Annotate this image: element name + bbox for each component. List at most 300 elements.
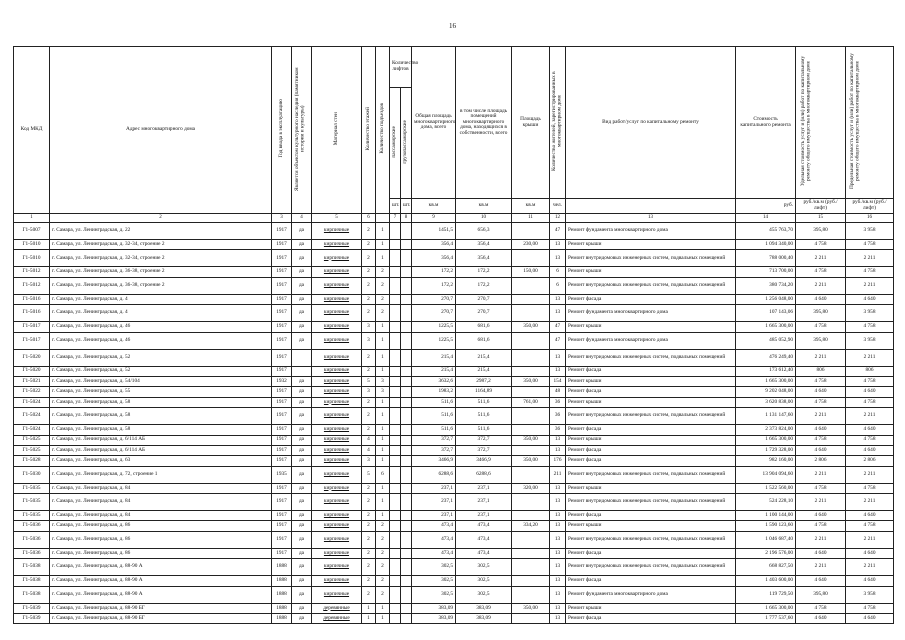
cell-heritage: да	[292, 603, 312, 613]
cell-unit-cost: 806	[796, 366, 846, 376]
cell-unit-cost: 2 211	[796, 277, 846, 294]
cell-code: Г1-5021	[14, 376, 50, 386]
table-body	[14, 223, 894, 624]
table-row	[14, 483, 894, 493]
cell-lifts-freight	[401, 586, 412, 603]
unit-roof-area: кв.м	[512, 199, 550, 214]
header-area-owned: в том числе площадь помещений многоквартирного дома, находящихся в собственности, всего	[456, 47, 512, 199]
cell-address: г. Самара, ул. Ленинградская, д. 72, строение 1	[50, 466, 272, 483]
cell-work-type: Ремонт внутридомовых инженерных систем, подвальных помещений	[566, 559, 736, 576]
cell-floors: 2	[362, 305, 376, 322]
header-entrances: Количество подъездов	[378, 103, 385, 154]
cell-address: г. Самара, ул. Ленинградская, д. 88-90 БГ	[50, 614, 272, 624]
table-row	[14, 322, 894, 332]
cell-work-type: Ремонт внутридомовых инженерных систем, подвальных помещений	[566, 466, 736, 483]
cell-unit-cost: 395,80	[796, 332, 846, 349]
cell-cost: 713 700,00	[736, 267, 796, 277]
cell-lifts-passenger	[390, 294, 401, 304]
cell-heritage	[292, 349, 312, 366]
cell-area-total: 356,4	[412, 240, 456, 250]
cell-residents: 6	[550, 277, 566, 294]
cell-roof-area	[512, 332, 550, 349]
cell-roof-area: 350,00	[512, 435, 550, 445]
table-row	[14, 267, 894, 277]
cell-area-owned: 511,6	[456, 397, 512, 407]
cell-cost: 1 403 600,00	[736, 576, 796, 586]
cell-lifts-passenger	[390, 277, 401, 294]
cell-cost: 1 100 144,00	[736, 511, 796, 521]
cell-residents: 6	[550, 267, 566, 277]
cell-roof-area	[512, 305, 550, 322]
cell-work-type: Ремонт внутридомовых инженерных систем, подвальных помещений	[566, 531, 736, 548]
cell-lifts-passenger	[390, 466, 401, 483]
cell-work-type: Ремонт фасада	[566, 511, 736, 521]
cell-area-total: 302,5	[412, 586, 456, 603]
cell-work-type: Ремонт крыши	[566, 521, 736, 531]
cell-wall-material: деревянные	[312, 614, 362, 624]
cell-residents: 176	[550, 456, 566, 466]
cell-address: г. Самара, ул. Ленинградская, д. 4	[50, 294, 272, 304]
cell-area-owned: 237,1	[456, 483, 512, 493]
cell-code: Г1-5007	[14, 223, 50, 240]
unit-unit-cost: руб./кв.м (руб./лифт)	[796, 199, 846, 214]
cell-code: Г1-5035	[14, 511, 50, 521]
cell-lifts-freight	[401, 511, 412, 521]
cell-address: г. Самара, ул. Ленинградская, д. 63	[50, 456, 272, 466]
cell-floors: 2	[362, 531, 376, 548]
cell-year: 1917	[272, 397, 292, 407]
cell-area-owned: 656,3	[456, 223, 512, 240]
cell-area-total: 473,4	[412, 521, 456, 531]
cell-floors: 2	[362, 494, 376, 511]
table-row	[14, 521, 894, 531]
cell-residents: 13	[550, 240, 566, 250]
cell-entrances: 2	[376, 559, 390, 576]
cell-roof-area	[512, 387, 550, 397]
cell-floors: 2	[362, 267, 376, 277]
cell-roof-area	[512, 250, 550, 267]
cell-unit-cost: 4 640	[796, 548, 846, 558]
cell-year: 1917	[272, 223, 292, 240]
cell-address: г. Самара, ул. Ленинградская, д. 58	[50, 408, 272, 425]
cell-max-cost: 4 758	[846, 483, 894, 493]
cell-unit-cost: 4 640	[796, 387, 846, 397]
cell-year: 1917	[272, 408, 292, 425]
cell-roof-area	[512, 349, 550, 366]
cell-floors: 2	[362, 521, 376, 531]
repair-table	[13, 46, 894, 624]
header-lifts-passenger: пассажирские	[391, 125, 398, 158]
cell-code: Г1-5022	[14, 387, 50, 397]
cell-address: г. Самара, ул. Ленинградская, д. 86	[50, 548, 272, 558]
cell-max-cost: 3 958	[846, 332, 894, 349]
cell-max-cost: 2 211	[846, 531, 894, 548]
cell-residents: 13	[550, 576, 566, 586]
cell-residents: 13	[550, 250, 566, 267]
cell-residents: 47	[550, 332, 566, 349]
cell-work-type: Ремонт фасада	[566, 614, 736, 624]
cell-cost: 1 777 537,60	[736, 614, 796, 624]
cell-heritage: да	[292, 277, 312, 294]
cell-address: г. Самара, ул. Ленинградская, д. 84	[50, 494, 272, 511]
cell-max-cost: 2 211	[846, 466, 894, 483]
cell-max-cost: 4 758	[846, 240, 894, 250]
cell-heritage: да	[292, 521, 312, 531]
cell-code: Г1-5017	[14, 332, 50, 349]
cell-year: 1917	[272, 548, 292, 558]
cell-roof-area: 350,00	[512, 603, 550, 613]
cell-residents: 47	[550, 322, 566, 332]
cell-year: 1917	[272, 456, 292, 466]
cell-cost: 1 665 300,00	[736, 376, 796, 386]
cell-unit-cost: 2 211	[796, 349, 846, 366]
cell-lifts-passenger	[390, 408, 401, 425]
cell-cost: 173 612,40	[736, 366, 796, 376]
cell-address: г. Самара, ул. Ленинградская, д. 58	[50, 397, 272, 407]
cell-year: 1917	[272, 294, 292, 304]
cell-max-cost: 2 211	[846, 408, 894, 425]
cell-year: 1888	[272, 576, 292, 586]
cell-heritage: да	[292, 435, 312, 445]
cell-address: г. Самара, ул. Ленинградская, д. 4	[50, 305, 272, 322]
cell-address: г. Самара, ул. Ленинградская, д. 46	[50, 322, 272, 332]
cell-area-owned: 473,4	[456, 531, 512, 548]
cell-work-type: Ремонт внутридомовых инженерных систем, подвальных помещений	[566, 277, 736, 294]
cell-residents: 13	[550, 305, 566, 322]
cell-max-cost: 806	[846, 366, 894, 376]
cell-address: г. Самара, ул. Ленинградская, д. 32-34, строение 2	[50, 240, 272, 250]
cell-lifts-passenger	[390, 494, 401, 511]
cell-year: 1888	[272, 559, 292, 576]
table-row	[14, 376, 894, 386]
header-heritage: Является объектом культурного наследия (памятником истории и культуры)	[293, 66, 306, 191]
cell-lifts-freight	[401, 332, 412, 349]
cell-year: 1935	[272, 466, 292, 483]
cell-year: 1917	[272, 277, 292, 294]
cell-address: г. Самара, ул. Ленинградская, д. 6/114 АБ	[50, 435, 272, 445]
cell-lifts-freight	[401, 445, 412, 455]
cell-lifts-freight	[401, 576, 412, 586]
cell-area-owned: 215,4	[456, 349, 512, 366]
cell-max-cost: 2 806	[846, 456, 894, 466]
cell-unit-cost: 4 640	[796, 425, 846, 435]
cell-lifts-freight	[401, 548, 412, 558]
cell-cost: 788 000,40	[736, 250, 796, 267]
cell-wall-material: кирпичные	[312, 250, 362, 267]
cell-heritage: да	[292, 240, 312, 250]
cell-heritage: да	[292, 397, 312, 407]
cell-roof-area	[512, 223, 550, 240]
header-cost: Стоимость капитального ремонта	[736, 47, 796, 199]
cell-residents: 13	[550, 559, 566, 576]
cell-lifts-freight	[401, 240, 412, 250]
cell-lifts-freight	[401, 531, 412, 548]
cell-lifts-passenger	[390, 397, 401, 407]
cell-work-type: Ремонт крыши	[566, 603, 736, 613]
cell-max-cost: 4 758	[846, 435, 894, 445]
cell-code: Г1-5038	[14, 559, 50, 576]
cell-cost: 1 590 123,60	[736, 521, 796, 531]
cell-floors: 2	[362, 483, 376, 493]
table-row	[14, 511, 894, 521]
cell-wall-material: кирпичные	[312, 240, 362, 250]
cell-area-owned: 473,4	[456, 521, 512, 531]
unit-residents: чел.	[550, 199, 566, 214]
cell-work-type: Ремонт внутридомовых инженерных систем, подвальных помещений	[566, 408, 736, 425]
cell-floors: 2	[362, 294, 376, 304]
cell-unit-cost: 4 640	[796, 614, 846, 624]
cell-wall-material: кирпичные	[312, 332, 362, 349]
header-lifts: Количество лифтов	[390, 47, 412, 88]
table-row	[14, 531, 894, 548]
cell-roof-area: 150,00	[512, 267, 550, 277]
table-row	[14, 223, 894, 240]
cell-work-type: Ремонт фасада	[566, 387, 736, 397]
cell-lifts-freight	[401, 408, 412, 425]
cell-roof-area	[512, 576, 550, 586]
cell-cost: 982 160,00	[736, 456, 796, 466]
cell-address: г. Самара, ул. Ленинградская, д. 36-38, строение 2	[50, 267, 272, 277]
cell-year: 1888	[272, 586, 292, 603]
cell-year: 1917	[272, 332, 292, 349]
cell-address: г. Самара, ул. Ленинградская, д. 86	[50, 521, 272, 531]
cell-code: Г1-5016	[14, 294, 50, 304]
cell-residents: 13	[550, 531, 566, 548]
cell-wall-material: кирпичные	[312, 586, 362, 603]
cell-area-total: 3632,6	[412, 376, 456, 386]
cell-wall-material: кирпичные	[312, 483, 362, 493]
cell-cost: 107 143,06	[736, 305, 796, 322]
cell-code: Г1-5025	[14, 445, 50, 455]
cell-area-owned: 511,6	[456, 408, 512, 425]
cell-unit-cost: 4 640	[796, 576, 846, 586]
cell-roof-area	[512, 531, 550, 548]
cell-max-cost: 4 758	[846, 397, 894, 407]
cell-unit-cost: 4 758	[796, 376, 846, 386]
cell-roof-area	[512, 466, 550, 483]
cell-unit-cost: 4 758	[796, 322, 846, 332]
cell-floors: 5	[362, 376, 376, 386]
cell-entrances: 2	[376, 267, 390, 277]
cell-residents: 13	[550, 614, 566, 624]
cell-work-type: Ремонт фундамента многоквартирного дома	[566, 332, 736, 349]
cell-area-total: 270,7	[412, 305, 456, 322]
cell-code: Г1-5036	[14, 548, 50, 558]
cell-wall-material: кирпичные	[312, 349, 362, 366]
cell-wall-material: кирпичные	[312, 494, 362, 511]
cell-entrances: 1	[376, 366, 390, 376]
cell-unit-cost: 2 211	[796, 559, 846, 576]
cell-max-cost: 3 958	[846, 586, 894, 603]
cell-work-type: Ремонт крыши	[566, 397, 736, 407]
col-number: 7	[390, 214, 401, 223]
cell-cost: 1 665 300,00	[736, 322, 796, 332]
cell-heritage: да	[292, 332, 312, 349]
cell-address: г. Самара, ул. Ленинградская, д. 55	[50, 387, 272, 397]
cell-wall-material: кирпичные	[312, 408, 362, 425]
cell-residents: 13	[550, 511, 566, 521]
cell-floors: 3	[362, 387, 376, 397]
cell-lifts-passenger	[390, 445, 401, 455]
cell-lifts-passenger	[390, 349, 401, 366]
cell-unit-cost: 395,80	[796, 223, 846, 240]
cell-code: Г1-5010	[14, 240, 50, 250]
cell-lifts-passenger	[390, 576, 401, 586]
cell-address: г. Самара, ул. Ленинградская, д. 36-38, строение 2	[50, 277, 272, 294]
cell-lifts-passenger	[390, 250, 401, 267]
cell-max-cost: 2 211	[846, 559, 894, 576]
cell-area-total: 1225,5	[412, 332, 456, 349]
cell-work-type: Ремонт внутридомовых инженерных систем, подвальных помещений	[566, 349, 736, 366]
cell-max-cost: 3 958	[846, 305, 894, 322]
cell-lifts-passenger	[390, 240, 401, 250]
table-row	[14, 548, 894, 558]
cell-entrances: 2	[376, 548, 390, 558]
cell-cost: 119 729,50	[736, 586, 796, 603]
cell-residents: 13	[550, 294, 566, 304]
cell-area-total: 237,1	[412, 483, 456, 493]
col-number: 15	[796, 214, 846, 223]
cell-heritage: да	[292, 294, 312, 304]
header-area-total: Общая площадь многоквартирного дома, всего	[412, 47, 456, 199]
cell-work-type: Ремонт фасада	[566, 294, 736, 304]
cell-address: г. Самара, ул. Ленинградская, д. 52	[50, 349, 272, 366]
cell-lifts-freight	[401, 521, 412, 531]
cell-floors: 4	[362, 435, 376, 445]
cell-heritage: да	[292, 425, 312, 435]
cell-max-cost: 4 758	[846, 521, 894, 531]
cell-unit-cost: 2 211	[796, 250, 846, 267]
cell-wall-material: кирпичные	[312, 445, 362, 455]
cell-roof-area	[512, 559, 550, 576]
cell-address: г. Самара, ул. Ленинградская, д. 84	[50, 483, 272, 493]
cell-entrances: 1	[376, 614, 390, 624]
cell-address: г. Самара, ул. Ленинградская, д. 84	[50, 511, 272, 521]
cell-wall-material: деревянные	[312, 603, 362, 613]
unit-cost: руб.	[736, 199, 796, 214]
cell-wall-material: кирпичные	[312, 366, 362, 376]
cell-area-total: 3466,9	[412, 456, 456, 466]
cell-lifts-freight	[401, 603, 412, 613]
cell-heritage: да	[292, 305, 312, 322]
table-row	[14, 277, 894, 294]
cell-code: Г1-5036	[14, 521, 50, 531]
col-number: 11	[512, 214, 550, 223]
cell-entrances: 2	[376, 521, 390, 531]
cell-area-total: 172,2	[412, 277, 456, 294]
cell-wall-material: кирпичные	[312, 559, 362, 576]
cell-lifts-passenger	[390, 267, 401, 277]
table-row	[14, 614, 894, 624]
cell-address: г. Самара, ул. Ленинградская, д. 32-34, строение 2	[50, 250, 272, 267]
cell-floors: 3	[362, 332, 376, 349]
page-number: 16	[449, 22, 456, 30]
cell-wall-material: кирпичные	[312, 548, 362, 558]
header-max-cost: Предельная стоимость услуг и (или) работ по капитальному ремонту общего имущества в многоквартирном доме	[848, 53, 861, 190]
table-row	[14, 456, 894, 466]
cell-max-cost: 2 211	[846, 277, 894, 294]
cell-area-owned: 372,7	[456, 445, 512, 455]
cell-unit-cost: 4 758	[796, 521, 846, 531]
cell-roof-area: 761,00	[512, 397, 550, 407]
cell-lifts-passenger	[390, 322, 401, 332]
cell-roof-area	[512, 586, 550, 603]
table-row	[14, 240, 894, 250]
cell-heritage: да	[292, 408, 312, 425]
cell-floors: 2	[362, 425, 376, 435]
cell-entrances: 1	[376, 483, 390, 493]
cell-work-type: Ремонт крыши	[566, 322, 736, 332]
cell-floors: 2	[362, 366, 376, 376]
cell-floors: 2	[362, 223, 376, 240]
cell-floors: 2	[362, 511, 376, 521]
table-row	[14, 586, 894, 603]
cell-cost: 476 249,40	[736, 349, 796, 366]
cell-work-type: Ремонт крыши	[566, 435, 736, 445]
cell-area-total: 383,09	[412, 614, 456, 624]
cell-code: Г1-5035	[14, 494, 50, 511]
cell-work-type: Ремонт фасада	[566, 445, 736, 455]
cell-area-total: 511,6	[412, 397, 456, 407]
cell-roof-area	[512, 511, 550, 521]
cell-cost: 1 665 300,00	[736, 603, 796, 613]
cell-code: Г1-5020	[14, 366, 50, 376]
cell-work-type: Ремонт внутридомовых инженерных систем, подвальных помещений	[566, 250, 736, 267]
col-number: 14	[736, 214, 796, 223]
cell-cost: 3 620 838,00	[736, 397, 796, 407]
unit-area-total: кв.м	[412, 199, 456, 214]
table-row	[14, 332, 894, 349]
cell-area-total: 302,5	[412, 559, 456, 576]
cell-heritage: да	[292, 376, 312, 386]
cell-lifts-passenger	[390, 366, 401, 376]
cell-area-total: 1983,2	[412, 387, 456, 397]
cell-area-total: 473,4	[412, 531, 456, 548]
cell-year: 1917	[272, 531, 292, 548]
cell-lifts-passenger	[390, 559, 401, 576]
cell-lifts-freight	[401, 250, 412, 267]
col-number: 10	[456, 214, 512, 223]
cell-lifts-passenger	[390, 435, 401, 445]
cell-unit-cost: 4 758	[796, 240, 846, 250]
cell-floors: 1	[362, 614, 376, 624]
table-row	[14, 576, 894, 586]
col-number: 1	[14, 214, 50, 223]
cell-heritage: да	[292, 322, 312, 332]
cell-residents: 48	[550, 387, 566, 397]
cell-area-owned: 270,7	[456, 294, 512, 304]
cell-lifts-freight	[401, 483, 412, 493]
cell-floors: 3	[362, 322, 376, 332]
cell-area-total: 372,7	[412, 435, 456, 445]
cell-lifts-passenger	[390, 511, 401, 521]
cell-work-type: Ремонт фасада	[566, 548, 736, 558]
cell-entrances: 1	[376, 397, 390, 407]
header-lifts-freight: грузопассажирские	[402, 119, 409, 164]
cell-lifts-freight	[401, 294, 412, 304]
cell-address: г. Самара, ул. Ленинградская, д. 54/104	[50, 376, 272, 386]
cell-floors: 2	[362, 277, 376, 294]
cell-floors: 2	[362, 576, 376, 586]
cell-cost: 1 729 328,00	[736, 445, 796, 455]
cell-lifts-freight	[401, 322, 412, 332]
cell-entrances: 2	[376, 586, 390, 603]
cell-area-total: 511,6	[412, 425, 456, 435]
cell-lifts-passenger	[390, 223, 401, 240]
cell-area-total: 511,6	[412, 408, 456, 425]
cell-address: г. Самара, ул. Ленинградская, д. 86	[50, 531, 272, 548]
cell-entrances: 1	[376, 349, 390, 366]
